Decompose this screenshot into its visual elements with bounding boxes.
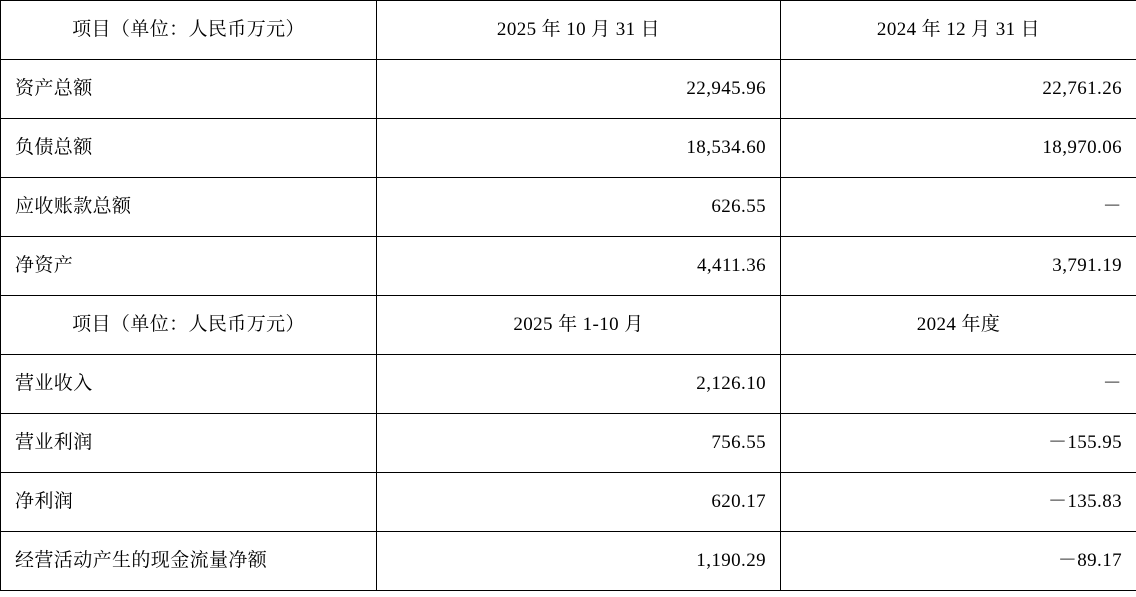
row-value-col1: 626.55 xyxy=(377,178,781,237)
table-row xyxy=(1,414,1136,473)
row-value-col1: 22,945.96 xyxy=(377,60,781,119)
table-row xyxy=(1,237,1136,296)
row-item-label: 净资产 xyxy=(1,237,377,296)
header-col1-label: 2025 年 1-10 月 xyxy=(377,296,781,355)
row-value-col2: － xyxy=(781,178,1136,237)
header-col2-label: 2024 年度 xyxy=(781,296,1136,355)
row-value-col2: 3,791.19 xyxy=(781,237,1136,296)
row-value-col2: －135.83 xyxy=(781,473,1136,532)
row-value-col2: －155.95 xyxy=(781,414,1136,473)
row-value-col2: 18,970.06 xyxy=(781,119,1136,178)
header-col1-label: 2025 年 10 月 31 日 xyxy=(377,1,781,60)
row-value-col1: 756.55 xyxy=(377,414,781,473)
table-row xyxy=(1,119,1136,178)
row-item-label: 净利润 xyxy=(1,473,377,532)
row-item-label: 经营活动产生的现金流量净额 xyxy=(1,532,377,591)
row-item-label: 应收账款总额 xyxy=(1,178,377,237)
row-value-col2: 22,761.26 xyxy=(781,60,1136,119)
table-row xyxy=(1,355,1136,414)
row-value-col1: 18,534.60 xyxy=(377,119,781,178)
row-item-label: 资产总额 xyxy=(1,60,377,119)
table-row xyxy=(1,532,1136,591)
row-value-col2: － xyxy=(781,355,1136,414)
row-value-col1: 2,126.10 xyxy=(377,355,781,414)
table-header-row xyxy=(1,1,1136,60)
row-item-label: 营业收入 xyxy=(1,355,377,414)
row-item-label: 营业利润 xyxy=(1,414,377,473)
row-item-label: 负债总额 xyxy=(1,119,377,178)
header-col2-label: 2024 年 12 月 31 日 xyxy=(781,1,1136,60)
header-item-label: 项目（单位：人民币万元） xyxy=(1,1,377,60)
table-row xyxy=(1,178,1136,237)
row-value-col1: 620.17 xyxy=(377,473,781,532)
row-value-col1: 4,411.36 xyxy=(377,237,781,296)
row-value-col2: －89.17 xyxy=(781,532,1136,591)
table-header-row xyxy=(1,296,1136,355)
table-row xyxy=(1,60,1136,119)
row-value-col1: 1,190.29 xyxy=(377,532,781,591)
header-item-label: 项目（单位：人民币万元） xyxy=(1,296,377,355)
table-row xyxy=(1,473,1136,532)
